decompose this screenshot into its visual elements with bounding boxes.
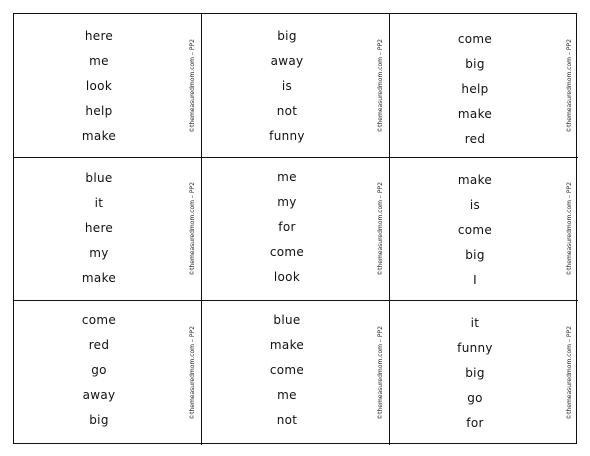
sight-word: make [269, 338, 305, 352]
word-card-9 [390, 301, 578, 445]
word-card-1 [14, 14, 202, 158]
credit-text: ©themeasuredmom.com – PP2 [566, 326, 573, 420]
sight-word: help [85, 104, 113, 118]
sight-word: make [81, 271, 117, 285]
word-card-7 [14, 301, 202, 445]
word-list [202, 308, 372, 433]
sight-word: big [465, 57, 485, 71]
sight-word: blue [85, 171, 113, 185]
credit-text: ©themeasuredmom.com – PP2 [189, 326, 196, 420]
sight-word: for [278, 220, 296, 234]
sight-word: not [276, 413, 298, 427]
sight-word: here [84, 221, 114, 235]
sight-word: for [466, 416, 484, 430]
credit-text: ©themeasuredmom.com – PP2 [377, 326, 384, 420]
sight-word: is [281, 79, 293, 93]
sight-word: go [467, 391, 483, 405]
sight-word: come [269, 245, 305, 259]
sight-word: come [457, 223, 493, 237]
sight-word: I [473, 273, 477, 287]
sight-word: me [89, 54, 109, 68]
sight-word: funny [269, 129, 305, 143]
sight-word: look [85, 79, 113, 93]
sight-word: come [269, 363, 305, 377]
sight-word: is [469, 198, 481, 212]
sight-word: look [273, 270, 301, 284]
sight-word: big [465, 366, 485, 380]
sight-word: red [464, 132, 486, 146]
word-card-5 [202, 158, 390, 301]
word-list [14, 24, 184, 149]
word-card-8 [202, 301, 390, 445]
sight-word: away [82, 388, 116, 402]
sight-word: not [276, 104, 298, 118]
word-list [390, 311, 560, 436]
word-card-6 [390, 158, 578, 301]
sight-word: come [457, 32, 493, 46]
sight-word: come [81, 313, 117, 327]
sight-word: make [457, 173, 493, 187]
credit-text: ©themeasuredmom.com – PP2 [189, 38, 196, 133]
credit-text: ©themeasuredmom.com – PP2 [566, 38, 573, 133]
word-card-2 [202, 14, 390, 158]
sight-word: it [94, 196, 104, 210]
word-card-3 [390, 14, 578, 158]
word-list [390, 168, 560, 293]
word-list [202, 165, 372, 290]
sight-word: me [277, 388, 297, 402]
sight-word: me [277, 170, 297, 184]
sight-word: red [88, 338, 110, 352]
word-card-4 [14, 158, 202, 301]
sight-word: it [470, 316, 480, 330]
sight-word: big [277, 29, 297, 43]
sight-word: blue [273, 313, 301, 327]
word-list [202, 24, 372, 149]
sight-word: away [270, 54, 304, 68]
sight-word: make [457, 107, 493, 121]
sight-word: go [91, 363, 107, 377]
sight-word: help [461, 82, 489, 96]
sight-word: make [81, 129, 117, 143]
credit-text: ©themeasuredmom.com – PP2 [377, 182, 384, 276]
word-list [390, 27, 560, 152]
credit-text: ©themeasuredmom.com – PP2 [189, 182, 196, 276]
credit-text: ©themeasuredmom.com – PP2 [377, 38, 384, 133]
sight-word: big [465, 248, 485, 262]
credit-text: ©themeasuredmom.com – PP2 [566, 182, 573, 276]
sight-word: big [89, 413, 109, 427]
word-list [14, 166, 184, 291]
word-card-sheet [13, 13, 577, 444]
sight-word: my [277, 195, 297, 209]
sight-word: funny [457, 341, 493, 355]
sight-word: here [84, 29, 114, 43]
word-list [14, 308, 184, 433]
sight-word: my [89, 246, 109, 260]
